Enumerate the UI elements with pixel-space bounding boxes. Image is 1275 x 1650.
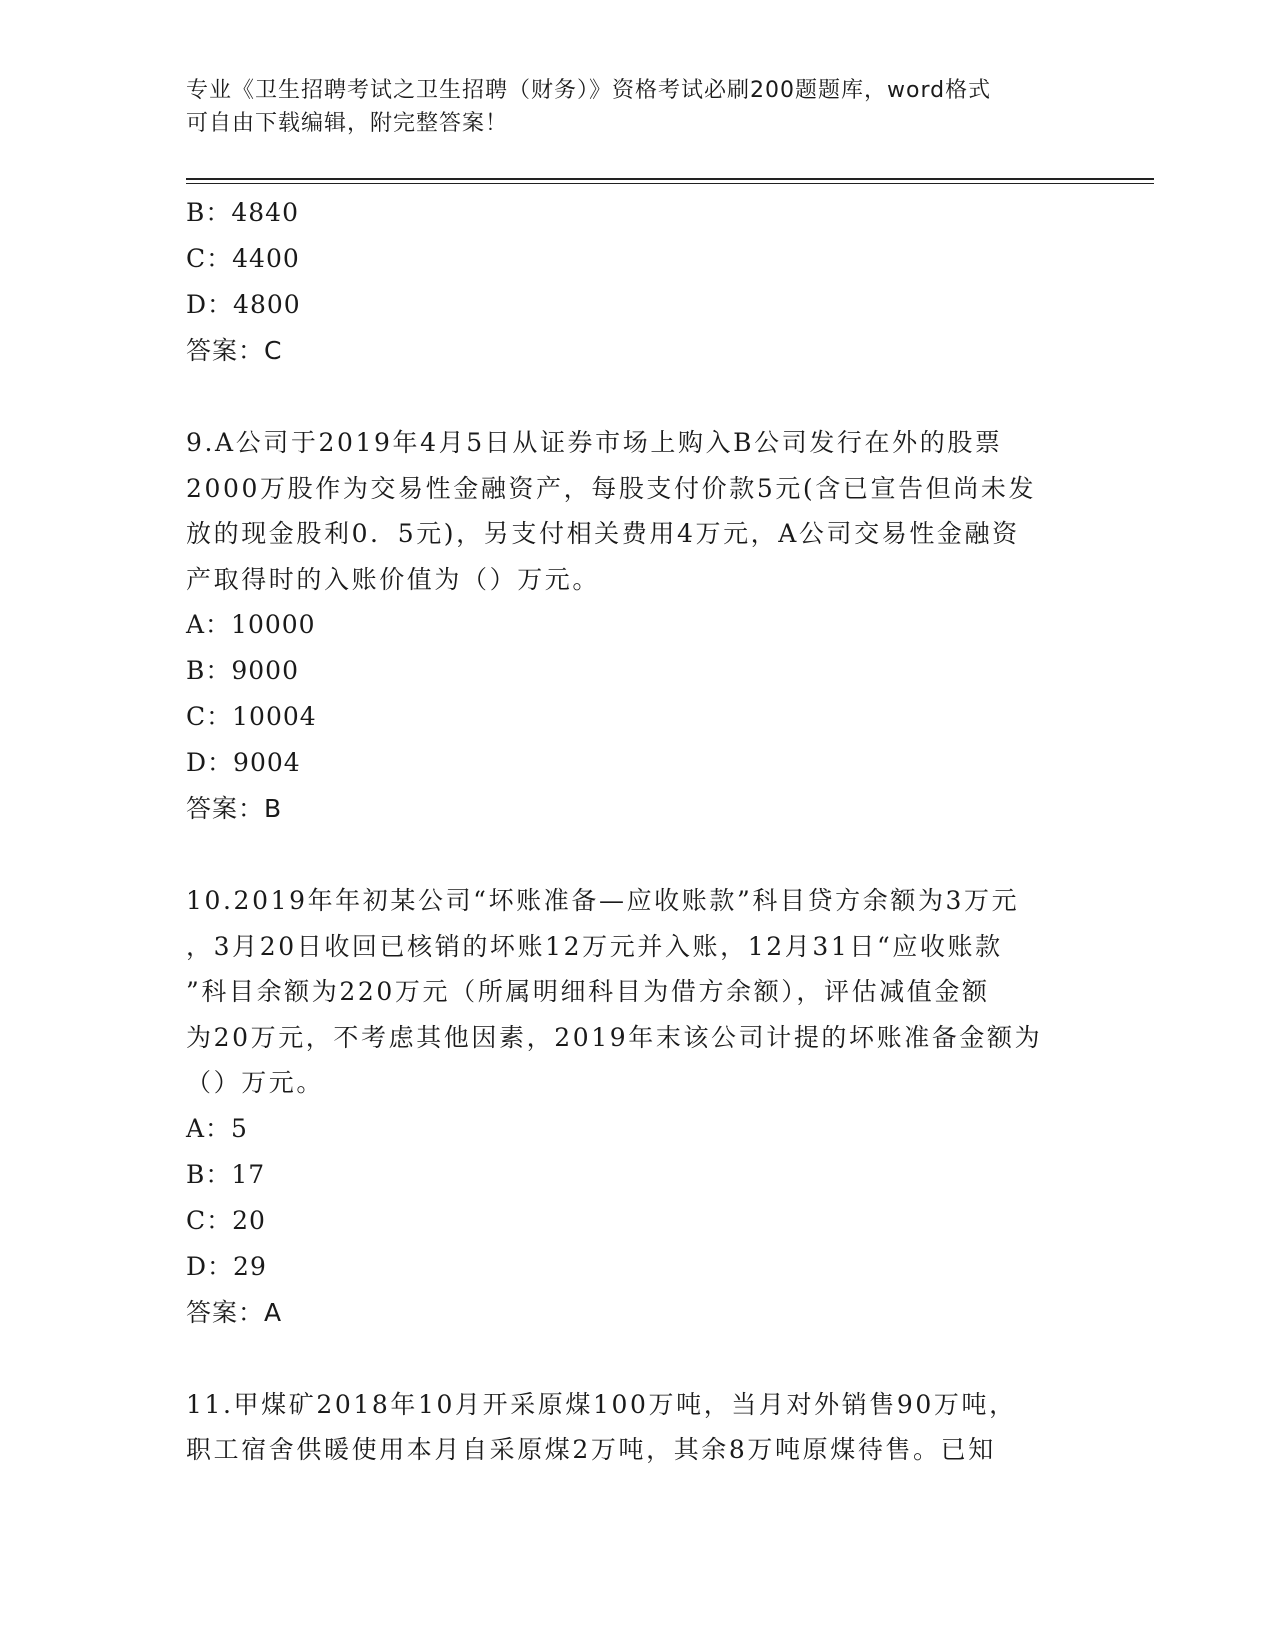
question-10 — [186, 878, 1086, 1336]
answer-line: 答案：A — [186, 1297, 283, 1327]
header-line-2: 可自由下载编辑，附完整答案！ — [186, 111, 509, 136]
question-text-line: ”科目余额为220万元（所属明细科目为借方余额），评估减值金额 — [186, 977, 990, 1006]
question-text-line: 放的现金股利0．5元)，另支付相关费用4万元，A公司交易性金融资 — [186, 519, 1020, 548]
question-text-line: 11.甲煤矿2018年10月开采原煤100万吨，当月对外销售90万吨， — [186, 1389, 1017, 1419]
document-header — [186, 74, 1086, 140]
option-b: B：9000 — [186, 656, 299, 685]
option-d: D：4800 — [186, 290, 301, 319]
question-9 — [186, 420, 1086, 832]
question-text-line: ，3月20日收回已核销的坏账12万元并入账，12月31日“应收账款 — [186, 931, 1003, 961]
question-11 — [186, 1382, 1086, 1473]
header-divider-thin — [186, 183, 1154, 184]
question-text-line: 9.A公司于2019年4月5日从证券市场上购入B公司发行在外的股票 — [186, 428, 1003, 457]
answer-line: 答案：C — [186, 336, 283, 365]
question-text-line: 10.2019年年初某公司“坏账准备—应收账款”科目贷方余额为3万元 — [186, 886, 1020, 915]
option-d: D：9004 — [186, 748, 301, 777]
document-body — [186, 190, 1086, 1473]
question-text-line: 产取得时的入账价值为（）万元。 — [186, 564, 601, 594]
option-b: B：17 — [186, 1159, 266, 1189]
option-c: C：4400 — [186, 244, 300, 273]
question-text-line: 职工宿舍供暖使用本月自采原煤2万吨，其余8万吨原煤待售。已知 — [186, 1435, 996, 1464]
option-a: A：5 — [186, 1113, 248, 1143]
option-c: C：20 — [186, 1205, 266, 1235]
option-b: B：4840 — [186, 198, 299, 227]
header-divider-thick — [186, 178, 1154, 180]
answer-line: 答案：B — [186, 794, 283, 823]
question-text-line: 2000万股作为交易性金融资产，每股支付价款5元(含已宣告但尚未发 — [186, 473, 1037, 503]
question-text-line: 为20万元，不考虑其他因素，2019年末该公司计提的坏账准备金额为 — [186, 1022, 1043, 1052]
header-line-1: 专业《卫生招聘考试之卫生招聘（财务）》资格考试必刷200题题库，word格式 — [186, 78, 992, 103]
option-a: A：10000 — [186, 610, 316, 639]
option-d: D：29 — [186, 1251, 267, 1281]
option-c: C：10004 — [186, 702, 317, 731]
question-text-line: （）万元。 — [186, 1068, 325, 1097]
question-8-tail — [186, 190, 1086, 374]
